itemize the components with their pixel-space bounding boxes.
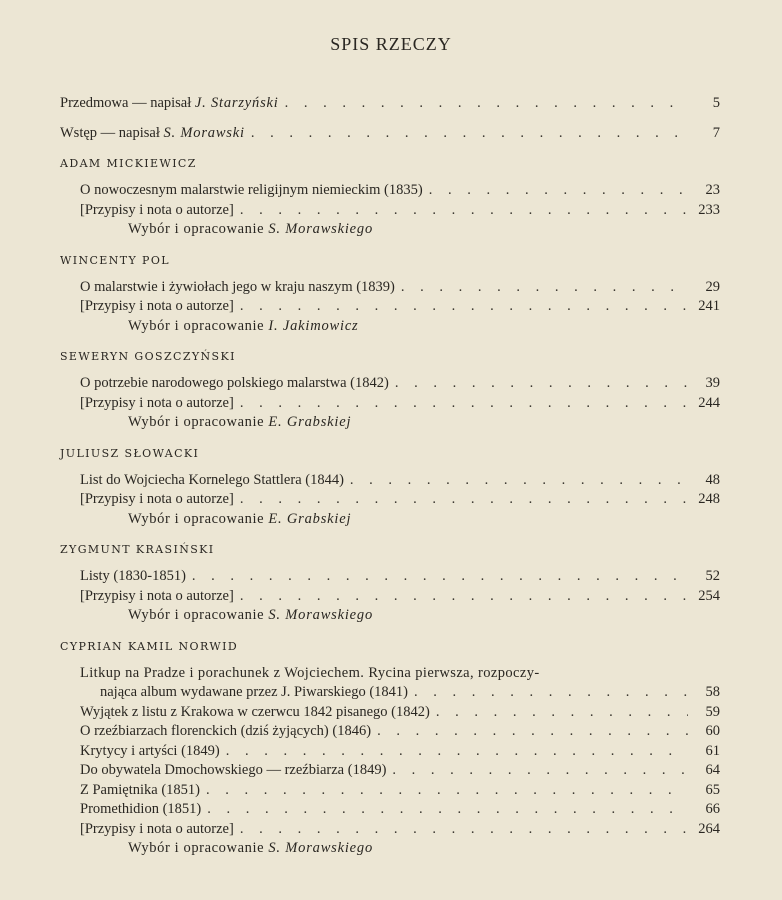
section-norwid bbox=[60, 640, 720, 859]
entry-title: O nowoczesnym malarstwie religijnym niemieckim (1835) bbox=[80, 182, 423, 198]
toc-entry bbox=[60, 297, 720, 317]
toc-entry bbox=[60, 201, 720, 221]
entry-text: Wstęp — napisał bbox=[60, 124, 164, 141]
entry-title: [Przypisy i nota o autorze] bbox=[80, 201, 234, 218]
section-heading: WINCENTY POL bbox=[60, 253, 170, 267]
toc-entry bbox=[60, 742, 720, 762]
toc-entry bbox=[60, 587, 720, 607]
toc-entry bbox=[60, 761, 720, 781]
entry-title: [Przypisy i nota o autorze] bbox=[80, 298, 234, 314]
section-goszczynski bbox=[60, 350, 720, 433]
toc-entry bbox=[60, 374, 720, 394]
page-number: 5 bbox=[712, 95, 720, 111]
page-title: SPIS RZECZY bbox=[330, 34, 452, 54]
leader-dots bbox=[240, 820, 688, 840]
entry-text: Wybór i opracowanie bbox=[128, 317, 269, 334]
entry-title: nająca album wydawane przez J. Piwarskiego (1841) bbox=[100, 684, 409, 700]
leader-dots bbox=[226, 742, 688, 762]
editor-name: S. Morawskiego bbox=[268, 840, 374, 856]
leader-dots bbox=[206, 781, 688, 801]
toc-entry-preface bbox=[60, 94, 720, 114]
entry-text: Wybór i opracowanie bbox=[128, 510, 269, 527]
page-number: 58 bbox=[705, 684, 720, 700]
toc-entry bbox=[60, 722, 720, 742]
entry-title: Promethidion (1851) bbox=[80, 801, 202, 817]
editor-note bbox=[60, 413, 720, 433]
entry-title: O malarstwie i żywiołach jego w kraju naszym (1839) bbox=[80, 278, 395, 295]
entry-title: O potrzebie narodowego polskiego malarstwa (1842) bbox=[80, 375, 389, 391]
page-number: 241 bbox=[698, 298, 720, 314]
section-slowacki bbox=[60, 447, 720, 530]
leader-dots bbox=[240, 490, 688, 510]
editor-note bbox=[60, 220, 720, 240]
leader-dots bbox=[350, 471, 688, 491]
toc-entry bbox=[60, 800, 720, 820]
page-number: 59 bbox=[705, 703, 720, 720]
entry-text: Wybór i opracowanie bbox=[128, 607, 269, 623]
leader-dots bbox=[207, 800, 688, 820]
page-number: 61 bbox=[705, 742, 720, 759]
toc-entry bbox=[60, 278, 720, 298]
toc-entry bbox=[60, 181, 720, 201]
toc-entry bbox=[60, 394, 720, 414]
entry-title: Wyjątek z listu z Krakowa w czerwcu 1842 pisanego (1842) bbox=[80, 703, 430, 720]
entry-title: List do Wojciecha Kornelego Stattlera (1844) bbox=[80, 471, 344, 488]
editor-name: S. Morawskiego bbox=[268, 607, 374, 623]
entry-title bbox=[60, 94, 279, 114]
editor-name: I. Jakimowicz bbox=[268, 317, 359, 334]
page-number: 23 bbox=[705, 182, 720, 198]
page-number: 254 bbox=[698, 587, 720, 604]
toc-entry-introduction bbox=[60, 124, 720, 144]
page-number: 39 bbox=[705, 375, 720, 391]
page-number: 264 bbox=[698, 820, 720, 837]
table-of-contents bbox=[60, 94, 720, 859]
entry-title: [Przypisy i nota o autorze] bbox=[80, 394, 234, 411]
entry-title: [Przypisy i nota o autorze] bbox=[80, 587, 234, 604]
leader-dots bbox=[240, 394, 688, 414]
page-number: 60 bbox=[705, 723, 720, 739]
toc-entry bbox=[60, 490, 720, 510]
toc-entry bbox=[60, 567, 720, 587]
entry-title: Krytycy i artyści (1849) bbox=[80, 742, 220, 759]
leader-dots bbox=[240, 587, 688, 607]
leader-dots bbox=[429, 181, 688, 201]
toc-entry bbox=[60, 781, 720, 801]
section-heading: JULIUSZ SŁOWACKI bbox=[60, 446, 200, 460]
toc-entry bbox=[60, 471, 720, 491]
section-heading: ZYGMUNT KRASIŃSKI bbox=[60, 543, 215, 556]
page-number: 244 bbox=[698, 394, 720, 411]
leader-dots bbox=[377, 722, 688, 742]
leader-dots bbox=[240, 297, 688, 317]
entry-title: Do obywatela Dmochowskiego — rzeźbiarza (1849) bbox=[80, 762, 387, 778]
editor-name: E. Grabskiej bbox=[268, 414, 352, 430]
entry-author: S. Morawski bbox=[163, 124, 245, 141]
page-number: 233 bbox=[698, 201, 720, 218]
section-heading: CYPRIAN KAMIL NORWID bbox=[60, 639, 239, 653]
leader-dots bbox=[192, 567, 688, 587]
leader-dots bbox=[395, 374, 688, 394]
editor-note bbox=[60, 839, 720, 859]
entry-text: Wybór i opracowanie bbox=[128, 414, 269, 430]
toc-entry bbox=[60, 683, 720, 703]
page-number: 65 bbox=[705, 781, 720, 798]
entry-text: Przedmowa — napisał bbox=[60, 95, 195, 111]
section-krasinski bbox=[60, 543, 720, 626]
leader-dots bbox=[401, 278, 688, 298]
leader-dots bbox=[251, 124, 688, 144]
section-pol bbox=[60, 254, 720, 337]
section-heading: SEWERYN GOSZCZYŃSKI bbox=[60, 350, 236, 363]
editor-name: S. Morawskiego bbox=[268, 221, 374, 237]
page-number: 66 bbox=[705, 801, 720, 817]
entry-title bbox=[60, 124, 245, 144]
page-number: 64 bbox=[705, 762, 720, 778]
page-number: 248 bbox=[698, 491, 720, 507]
page-number: 29 bbox=[705, 278, 720, 295]
toc-entry-line: Litkup na Pradze i porachunek z Wojciechem. Rycina pierwsza, rozpoczy- bbox=[80, 664, 540, 681]
entry-title: [Przypisy i nota o autorze] bbox=[80, 820, 234, 837]
editor-note bbox=[60, 510, 720, 530]
page-number: 52 bbox=[705, 568, 720, 584]
editor-name: E. Grabskiej bbox=[268, 510, 352, 527]
leader-dots bbox=[392, 761, 688, 781]
entry-title: [Przypisy i nota o autorze] bbox=[80, 491, 234, 507]
toc-entry bbox=[60, 820, 720, 840]
page-number: 48 bbox=[705, 471, 720, 488]
leader-dots bbox=[285, 94, 688, 114]
section-mickiewicz bbox=[60, 157, 720, 240]
entry-title: Listy (1830-1851) bbox=[80, 568, 186, 584]
leader-dots bbox=[240, 201, 688, 221]
page-number: 7 bbox=[712, 124, 720, 141]
editor-note bbox=[60, 606, 720, 626]
leader-dots bbox=[414, 683, 688, 703]
section-heading: ADAM MICKIEWICZ bbox=[60, 157, 197, 170]
entry-text: Wybór i opracowanie bbox=[128, 221, 269, 237]
entry-title: O rzeźbiarzach florenckich (dziś żyjących) (1846) bbox=[80, 723, 372, 739]
editor-note bbox=[60, 317, 720, 337]
entry-author: J. Starzyński bbox=[194, 95, 279, 111]
leader-dots bbox=[436, 703, 688, 723]
entry-text: Wybór i opracowanie bbox=[128, 840, 269, 856]
toc-entry bbox=[60, 703, 720, 723]
entry-title: Z Pamiętnika (1851) bbox=[80, 781, 201, 798]
